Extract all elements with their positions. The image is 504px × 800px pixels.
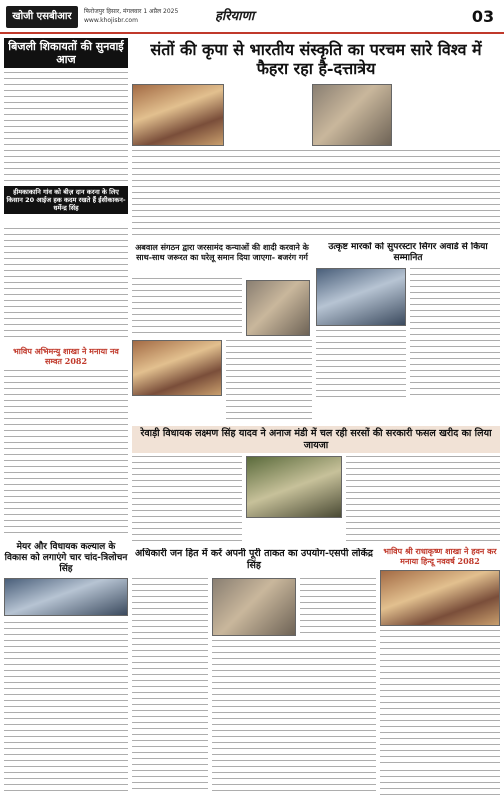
story-body-2 (212, 640, 376, 794)
masthead-rule (0, 32, 504, 34)
story-body (132, 456, 242, 542)
story-saints-culture (132, 38, 500, 238)
story-body (4, 370, 128, 414)
story-headline: अबवाल संगठन द्वारा जरसामंद कन्याओं की शादी करवाने के साथ-साथ जरूरत का घरेलू समान दिया जाएगा- बजरंग गर्ग (135, 242, 309, 262)
story-electricity-complaints (4, 38, 128, 343)
mayor-photo (4, 578, 128, 616)
police-meeting-photo (212, 578, 296, 636)
newspaper-logo: खोजी एसबीआर (6, 6, 78, 28)
story-headline: रेवाड़ी विधायक लक्ष्मण सिंह यादव ने अनाज मंडी में चल रही सरसों की सरकारी फसल खरीद का लिया जायजा (132, 426, 500, 453)
story-body (4, 622, 128, 796)
story-headline: संतों की कृपा से भारतीय संस्कृति का परचम सारे विश्व में फैहरा रहा है-दत्तात्रेय (150, 40, 482, 78)
story-sp-lokendra (132, 548, 376, 796)
story-headline: उत्कृष्ट मारकों को सुपरस्टार सिंगर अवार्ड से किया सम्मानित (328, 242, 488, 263)
issue-date-line: फिरोजपुर हिसार, मंगलवार 1 अप्रैल 2025 (84, 8, 179, 15)
story-agrawal-marriages (132, 242, 312, 422)
story-headline: मेयर और विधायक कल्याल के विकास को लगाएंगे चार चांद-त्रिलोचन सिंह (4, 542, 128, 574)
masthead (0, 0, 504, 34)
story-body (132, 278, 242, 338)
story-body (410, 268, 500, 400)
story-headline: अधिकारी जन हित में कर्र अपनी पूरी ताकत का उपयोग-एसपी लोकेंद्र सिंह (135, 548, 373, 571)
page-number: 03 (471, 7, 495, 26)
story-sp-continued (380, 770, 500, 796)
story-radhakrishna-havan (380, 546, 500, 766)
story-headline: भाविप श्री राधाकृष्ण शाखा ने हवन कर मनाया हिन्दू नववर्ष 2082 (383, 546, 497, 566)
award-photo (316, 268, 406, 326)
dignitary-photo (312, 84, 392, 146)
issue-website: www.khojisbr.com (84, 17, 138, 24)
issue-info (84, 7, 178, 25)
story-body (4, 72, 128, 182)
story-body (132, 578, 208, 794)
story-body (380, 770, 500, 796)
story-headline: बिजली शिकायतों की सुनवाई आज (4, 38, 128, 68)
story-rewari-mustard (132, 426, 500, 544)
havan-photo (380, 570, 500, 626)
story-body-2 (316, 330, 406, 400)
story-body (132, 150, 500, 236)
story-body-2 (346, 456, 500, 542)
story-abhimanyu-shakha (4, 346, 128, 414)
speaker-photo (246, 280, 310, 336)
story-body-pre (4, 418, 128, 538)
story-headline: भाविप अभिमन्यु शाखा ने मनाया नव सम्वत 2082 (13, 346, 119, 366)
event-photo (132, 84, 224, 146)
story-mayor-body (4, 622, 128, 796)
meeting-photo (132, 340, 222, 396)
story-subheadline: हीमकाकानि गांव को बीज़ दान करना के लिए किसान 20 आईज हक कदम रखते हैं ईसीकाकन-धर्मेन्द्र सिंह (4, 186, 128, 214)
story-superstar-singer (316, 242, 500, 402)
story-body-2 (4, 228, 128, 340)
story-body-3 (300, 578, 376, 636)
story-mayor-development (4, 418, 128, 618)
mandi-photo (246, 456, 342, 518)
story-body-2 (226, 340, 312, 420)
story-body (380, 630, 500, 764)
section-title: हरियाणा (215, 9, 255, 24)
story-radhakrishna-havan (316, 404, 500, 424)
